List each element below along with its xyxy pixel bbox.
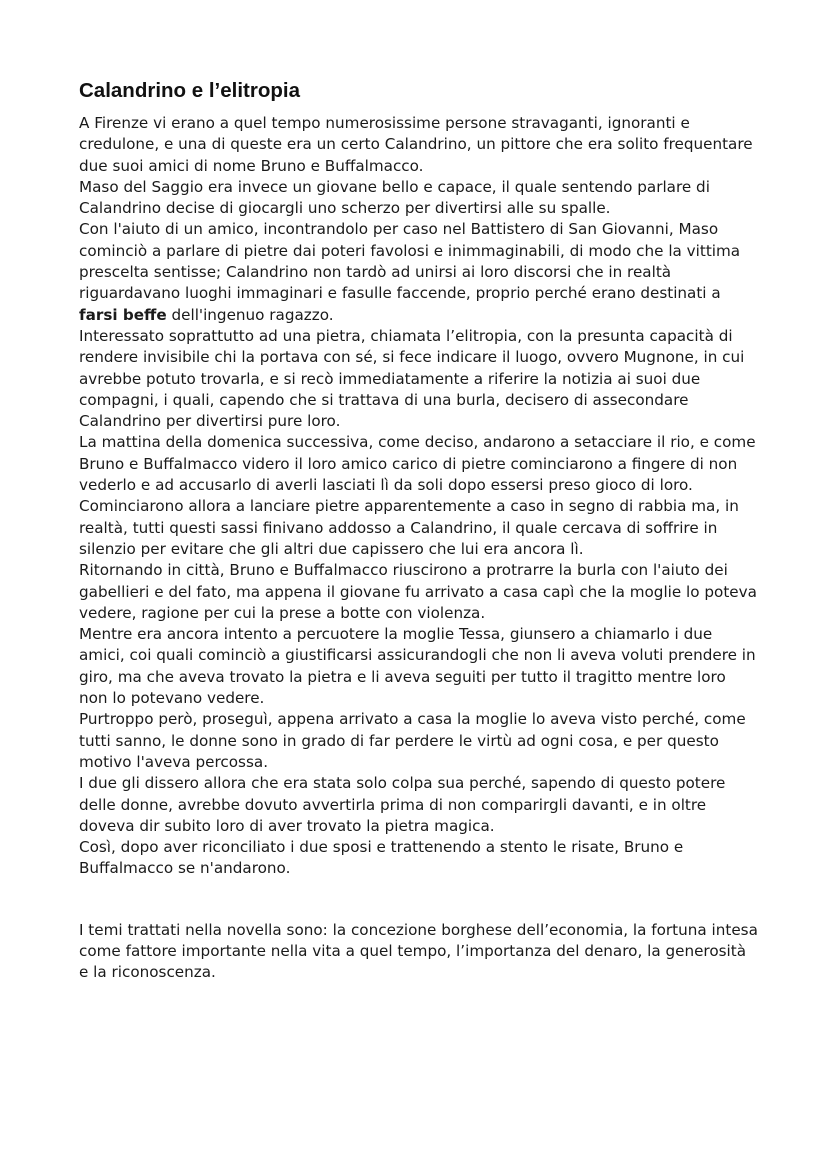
themes-paragraph: I temi trattati nella novella sono: la concezione borghese dell’economia, la fortuna intesa come fattore importante nella vita a quel tempo, l’importanza del denaro, la generosità e la riconoscenza. — [79, 920, 758, 982]
paragraph-elitropia: Interessato soprattutto ad una pietra, chiamata l’elitropia, con la presunta capacità di rendere invisibile chi la portava con sé, si fece indicare il luogo, ovvero Mugnone, in cui avrebbe potuto trovarla, e si recò immediatamente a riferire la notizia ai suoi due compagni, i quali, capendo che si trattava di una burla, decisero di assecondare Calandrino per divertirsi pure loro. — [79, 326, 745, 431]
paragraph-purtroppo: Purtroppo però, proseguì, appena arrivato a casa la moglie lo aveva visto perché, come tutti sanno, le donne sono in grado di far perdere le virtù ad ogni cosa, e per questo motivo l'aveva percossa. — [79, 710, 746, 771]
bold-phrase: farsi beffe — [79, 305, 167, 324]
story-body — [79, 113, 759, 880]
paragraph-battistero-tail: dell'ingenuo ragazzo. — [166, 305, 334, 324]
paragraph-intro: A Firenze vi erano a quel tempo numerosissime persone stravaganti, ignoranti e credulone, e una di queste era un certo Calandrino, un pittore che era solito frequentare due suoi amici di nome Bruno e Buffalmacco. — [79, 114, 753, 175]
document-title: Calandrino e l’elitropia — [79, 79, 300, 102]
paragraph-finale: Così, dopo aver riconciliato i due sposi e trattenendo a stento le risate, Bruno e Buffalmacco se n'andarono. — [79, 838, 684, 878]
paragraph-domenica: La mattina della domenica successiva, come deciso, andarono a setacciare il rio, e come Bruno e Buffalmacco videro il loro amico carico di pietre cominciarono a fingere di non vederlo e ad accusarlo di averli lasciati lì da soli dopo essersi preso gioco di loro. — [79, 433, 756, 495]
paragraph-maso: Maso del Saggio era invece un giovane bello e capace, il quale sentendo parlare di Calandrino decise di giocargli uno scherzo per divertirsi alle su spalle. — [79, 177, 710, 218]
paragraph-colpa: I due gli dissero allora che era stata solo colpa sua perché, sapendo di questo potere delle donne, avrebbe dovuto avvertirla prima di non comparirgli davanti, e in oltre doveva dir subito loro di aver trovato la pietra magica. — [79, 774, 726, 835]
paragraph-battistero-text: Con l'aiuto di un amico, incontrandolo per caso nel Battistero di San Giovanni, Maso cominciò a parlare di pietre dai poteri favolosi e inimmaginabili, di modo che la vittima prescelta sentisse; Calandrino non tardò ad unirsi ai loro discorsi che in realtà riguardavano luoghi immaginari e fasulle faccende, proprio perché erano destinati a — [79, 220, 741, 303]
paragraph-ritorno: Ritornando in città, Bruno e Buffalmacco riuscirono a protrarre la burla con l'aiuto dei gabellieri e del fato, ma appena il giovane fu arrivato a casa capì che la moglie lo poteva vedere, ragione per cui la prese a botte con violenza. — [79, 561, 757, 622]
document-page — [79, 78, 759, 984]
paragraph-pietre: Cominciarono allora a lanciare pietre apparentemente a caso in segno di rabbia ma, in realtà, tutti questi sassi finivano addosso a Calandrino, il quale cercava di soffrire in silenzio per evitare che gli altri due capissero che lui era ancora lì. — [79, 497, 739, 558]
paragraph-tessa: Mentre era ancora intento a percuotere la moglie Tessa, giunsero a chiamarlo i due amici, coi quali cominciò a giustificarsi assicurandogli che non li aveva voluti prendere in giro, ma che aveva trovato la pietra e li aveva seguiti per tutto il tragitto mentre loro non lo potevano vedere. — [79, 625, 756, 708]
paragraph-battistero — [79, 219, 759, 325]
